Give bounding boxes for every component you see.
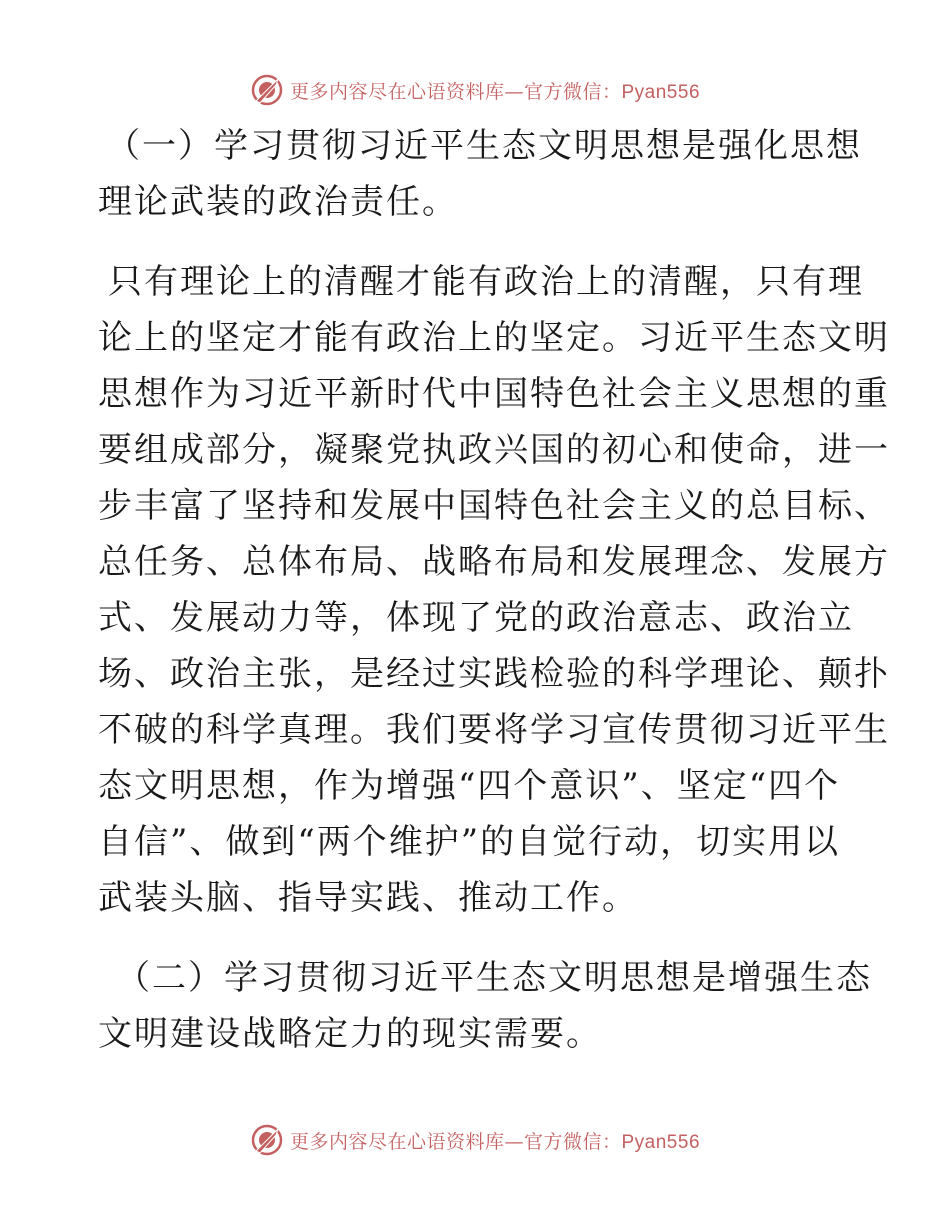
footer-watermark	[0, 1120, 950, 1160]
watermark-suffix: 官方微信：	[523, 80, 622, 103]
watermark-prefix: 更多内容尽在心语资料库	[289, 80, 505, 103]
document-body	[98, 118, 890, 1062]
watermark-suffix: 官方微信：	[523, 1130, 622, 1153]
watermark-prefix: 更多内容尽在心语资料库	[289, 1130, 505, 1153]
watermark-handle: Pyan556	[621, 81, 701, 103]
paragraph-line: 总任务、总体布局、战略布局和发展理念、发展方	[98, 542, 890, 582]
paragraph-line: 只有理论上的清醒才能有政治上的清醒，只有理	[108, 262, 864, 302]
paragraph-line: 不破的科学真理。我们要将学习宣传贯彻习近平生	[98, 710, 890, 750]
paragraph-line: 态文明思想，作为增强“四个意识”、坚定“四个	[98, 766, 841, 806]
section-heading-2	[98, 950, 872, 1062]
section-heading-1	[98, 118, 862, 230]
watermark-handle: Pyan556	[621, 1131, 701, 1153]
pen-logo-icon	[250, 73, 284, 107]
header-watermark	[0, 70, 950, 110]
paragraph-line: 式、发展动力等，体现了党的政治意志、政治立	[98, 598, 854, 638]
heading-2-line: 文明建设战略定力的现实需要。	[98, 1014, 602, 1054]
paragraph-line: 步丰富了坚持和发展中国特色社会主义的总目标、	[98, 486, 890, 526]
paragraph-line: 思想作为习近平新时代中国特色社会主义思想的重	[98, 374, 890, 414]
paragraph-line: 论上的坚定才能有政治上的坚定。习近平生态文明	[98, 318, 890, 358]
pen-logo-icon	[250, 1123, 284, 1157]
paragraph-line: 场、政治主张，是经过实践检验的科学理论、颠扑	[98, 654, 890, 694]
heading-2-line: （二）学习贯彻习近平生态文明思想是增强生态	[116, 958, 872, 998]
heading-1-line: 理论武装的政治责任。	[98, 182, 458, 222]
watermark-separator: —	[504, 1130, 524, 1153]
paragraph-line: 自信”、做到“两个维护”的自觉行动，切实用以	[98, 822, 841, 862]
paragraph-1	[98, 254, 890, 926]
heading-1-line: （一）学习贯彻习近平生态文明思想是强化思想	[106, 126, 862, 166]
paragraph-line: 要组成部分，凝聚党执政兴国的初心和使命，进一	[98, 430, 890, 470]
paragraph-line: 武装头脑、指导实践、推动工作。	[98, 878, 638, 918]
watermark-separator: —	[504, 80, 524, 103]
